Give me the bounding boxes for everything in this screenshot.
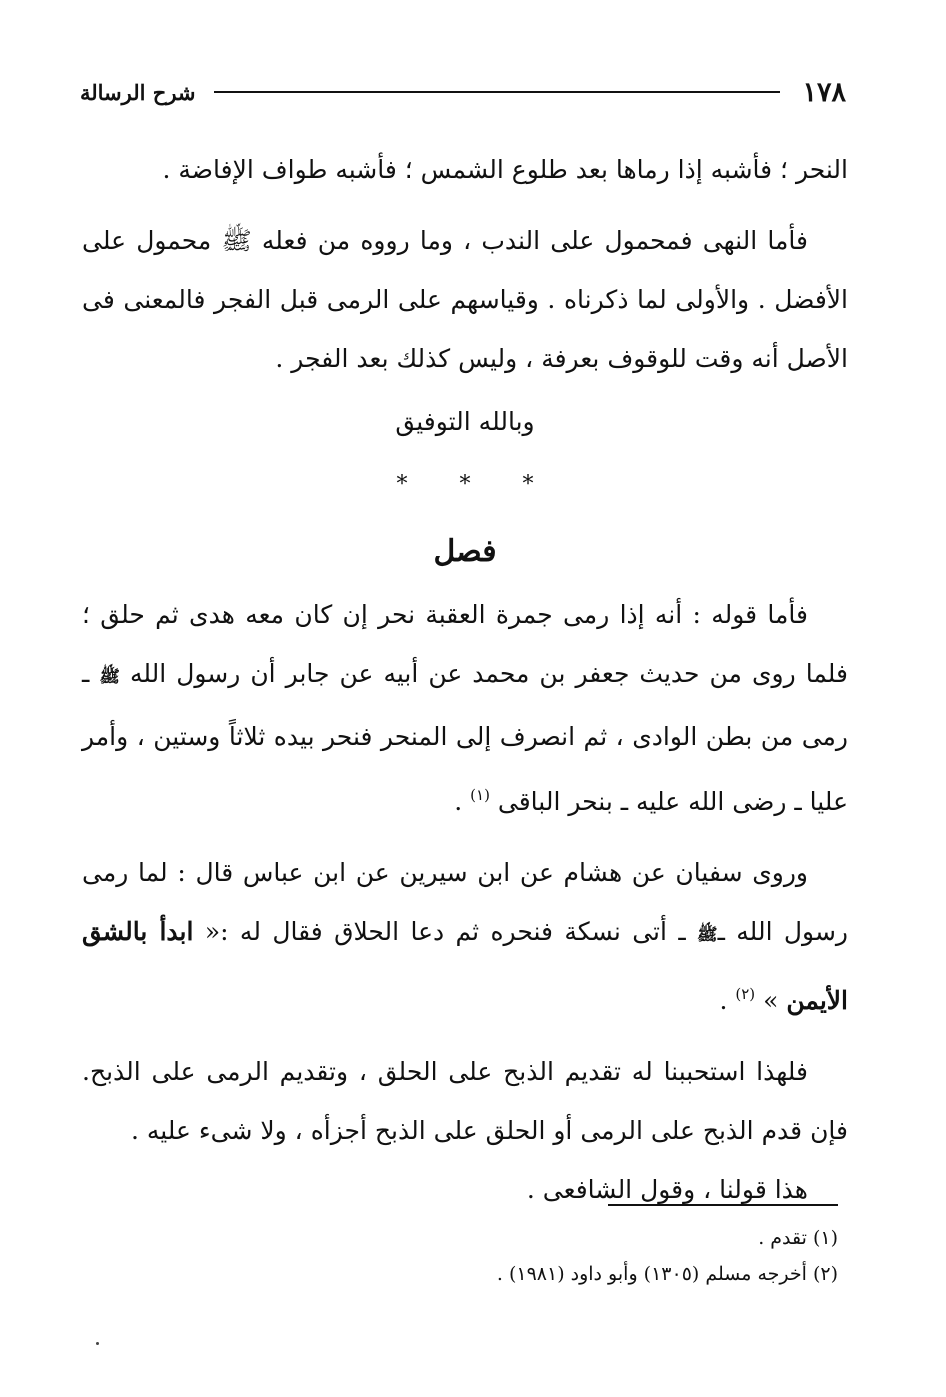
text-run: ـ أتى نسكة فنحره ثم دعا الحلاق فقال له :«	[204, 917, 686, 946]
paragraph-opinion: هذا قولنا ، وقول الشافعى .	[526, 1175, 808, 1204]
closing-formula: وبالله التوفيق	[395, 407, 535, 436]
paragraph-continuation: النحر ؛ فأشبه إذا رماها بعد طلوع الشمس ؛ فأشبه طواف الإفاضة .	[162, 155, 848, 184]
footnotes	[82, 1220, 838, 1292]
footnote-ref-2[interactable]: (٢)	[735, 985, 756, 1003]
paragraph-sufyan-narration	[82, 843, 848, 1030]
footnote-2: (٢) أخرجه مسلم (١٣٠٥) وأبو داود (١٩٨١) .	[496, 1263, 838, 1285]
text-run: ـ رمى من بطن الوادى ، ثم انصرف إلى المنحر فنحر بيده ثلاثاً وستين ، وأمر عليا ـ رضى الله عليه ـ بنحر الباقى	[82, 659, 848, 816]
text-run: فأما قوله : أنه إذا رمى جمرة العقبة نحر إن كان معه هدى ثم حلق ؛ فلما روى من حديث جعفر بن محمد عن أبيه عن جابر أن رسول الله	[82, 600, 849, 688]
star-ornament: *	[396, 472, 408, 497]
text-run: وروى سفيان عن هشام عن ابن سيرين عن ابن عباس قال : لما رمى رسول الله ـ	[82, 858, 848, 946]
page-number: ١٧٨	[802, 76, 846, 108]
scan-speck	[96, 1342, 99, 1345]
footnote-rule	[608, 1204, 838, 1206]
paragraph-prohibition: فأما النهى فمحمول على الندب ، وما رووه من فعله ﷺ محمول على الأفضل . والأولى لما ذكرناه . وقياسهم على الرمى قبل الفجر فالمعنى فى الأصل أنه وقت للوقوف بعرفة ، وليس كذلك بعد الفجر .	[82, 226, 848, 373]
hadith-quote: ابدأ بالشق الأيمن	[82, 917, 848, 1015]
text-run: .	[454, 787, 471, 816]
running-header	[80, 72, 846, 112]
main-text	[82, 140, 848, 1219]
header-rule	[214, 91, 781, 93]
text-run: »	[763, 986, 779, 1015]
section-divider-stars	[82, 455, 848, 514]
star-ornament: *	[459, 472, 471, 497]
paragraph-conclusion: فلهذا استحببنا له تقديم الذبح على الحلق ، وتقديم الرمى على الذبح. فإن قدم الذبح على الرمى أو الحلق على الذبح أجزأه ، ولا شىء عليه .	[82, 1057, 848, 1145]
book-title: شرح الرسالة	[80, 79, 196, 105]
honorific-symbol: ﷺ	[697, 925, 718, 945]
text-run: .	[719, 986, 736, 1015]
star-ornament: *	[522, 472, 534, 497]
honorific-symbol: ﷺ	[99, 667, 120, 687]
footnote-ref-1[interactable]: (١)	[470, 786, 490, 804]
paragraph-sacrifice-order	[82, 585, 848, 831]
section-title: فصل	[433, 534, 497, 569]
footnote-1: (١) تقدم .	[758, 1227, 838, 1249]
